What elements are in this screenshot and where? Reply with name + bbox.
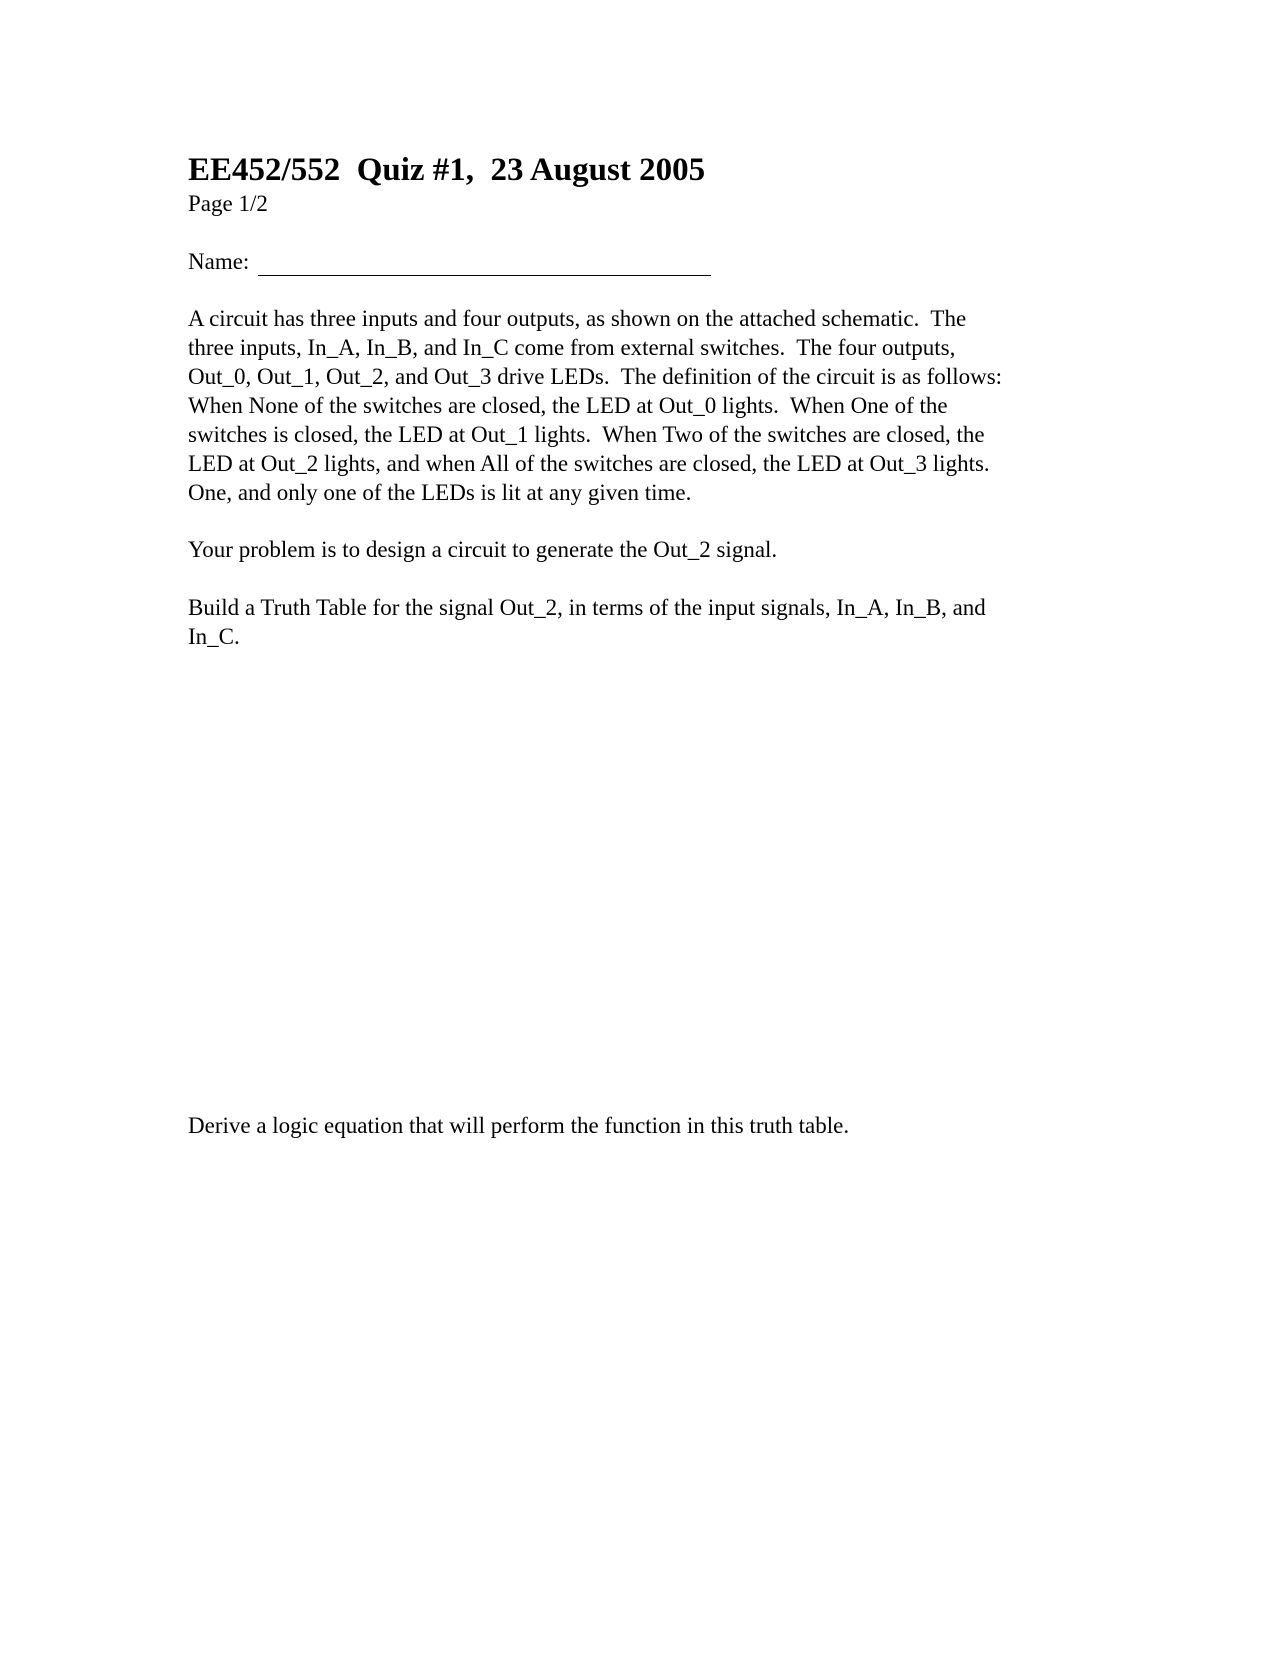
problem-statement-paragraph — [188, 535, 777, 564]
name-field-row — [188, 248, 711, 276]
page-number: Page 1/2 — [188, 191, 268, 216]
paragraph-line: Build a Truth Table for the signal Out_2, in terms of the input signals, In_A, In_B, and — [188, 595, 986, 620]
paragraph-line: When None of the switches are closed, the LED at Out_0 lights. When One of the — [188, 393, 948, 418]
paragraph-line: LED at Out_2 lights, and when All of the switches are closed, the LED at Out_3 lights. — [188, 451, 990, 476]
paragraph-line: Your problem is to design a circuit to generate the Out_2 signal. — [188, 537, 778, 562]
paragraph-line: In_C. — [188, 624, 240, 649]
truth-table-instruction-paragraph — [188, 593, 986, 651]
paragraph-line: switches is closed, the LED at Out_1 lights. When Two of the switches are closed, the — [188, 422, 985, 447]
paragraph-line: A circuit has three inputs and four outputs, as shown on the attached schematic. The — [188, 306, 967, 331]
name-blank-line — [258, 251, 711, 276]
circuit-description-paragraph — [188, 304, 1002, 507]
name-label: Name: — [188, 249, 250, 274]
paragraph-line: One, and only one of the LEDs is lit at any given time. — [188, 480, 692, 505]
page-title: EE452/552 Quiz #1, 23 August 2005 — [188, 152, 706, 188]
paragraph-line: three inputs, In_A, In_B, and In_C come from external switches. The four outputs, — [188, 335, 956, 360]
logic-equation-instruction-paragraph — [188, 1111, 849, 1140]
paragraph-line: Derive a logic equation that will perform the function in this truth table. — [188, 1113, 850, 1138]
paragraph-line: Out_0, Out_1, Out_2, and Out_3 drive LEDs. The definition of the circuit is as follows: — [188, 364, 1003, 389]
